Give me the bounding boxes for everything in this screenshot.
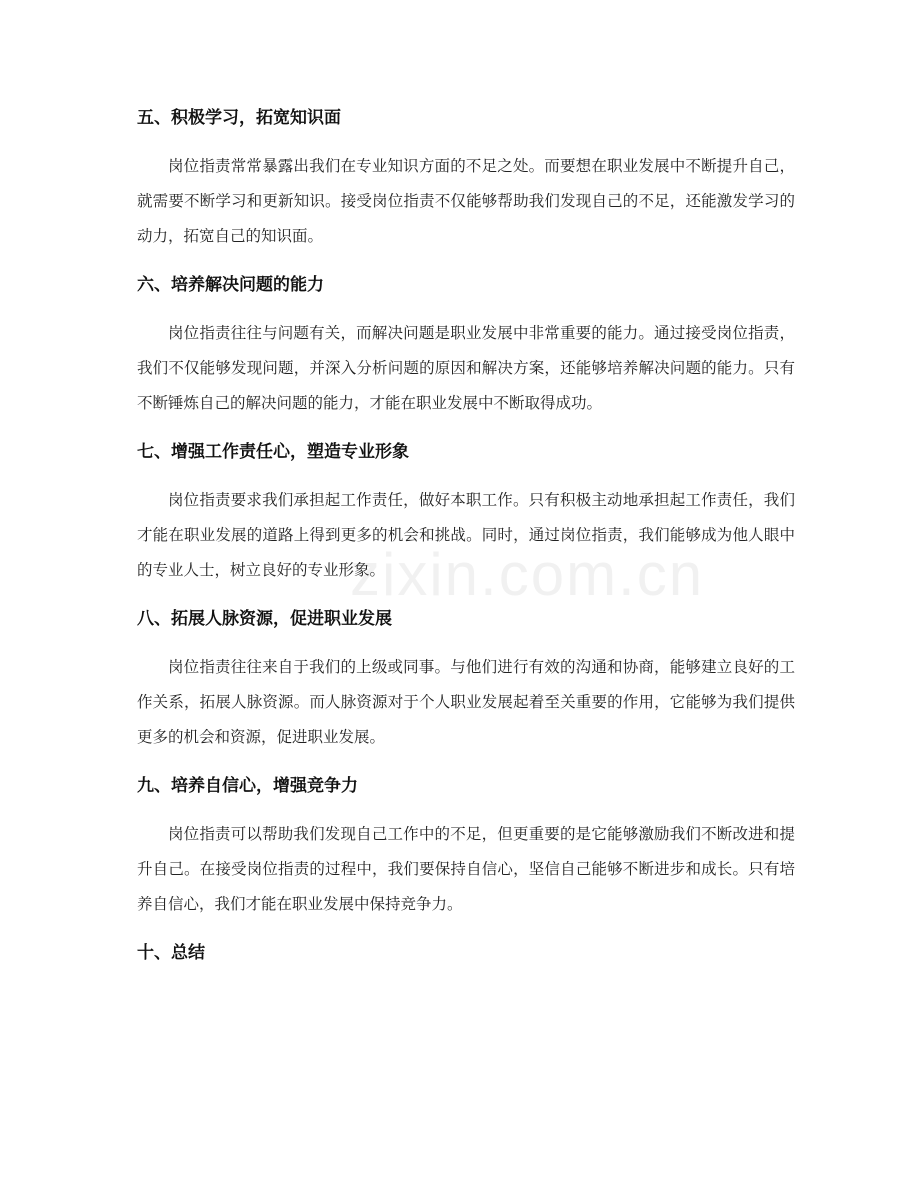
section-heading-9: 九、培养自信心，增强竞争力 bbox=[137, 776, 358, 796]
document-body bbox=[137, 104, 795, 967]
section-paragraph-7: 岗位指责要求我们承担起工作责任，做好本职工作。只有积极主动地承担起工作责任，我们才能在职业发展的道路上得到更多的机会和挑战。同时，通过岗位指责，我们能够成为他人眼中的专业人士，树立良好的专业形象。 bbox=[137, 491, 795, 579]
section-paragraph-5: 岗位指责常常暴露出我们在专业知识方面的不足之处。而要想在职业发展中不断提升自己，就需要不断学习和更新知识。接受岗位指责不仅能够帮助我们发现自己的不足，还能激发学习的动力，拓宽自己的知识面。 bbox=[137, 157, 795, 245]
watermark: zixin.com.cn bbox=[350, 541, 705, 608]
section-paragraph-9: 岗位指责可以帮助我们发现自己工作中的不足，但更重要的是它能够激励我们不断改进和提升自己。在接受岗位指责的过程中，我们要保持自信心，坚信自己能够不断进步和成长。只有培养自信心，我们才能在职业发展中保持竞争力。 bbox=[137, 825, 795, 913]
section-heading-5: 五、积极学习，拓宽知识面 bbox=[137, 108, 341, 128]
section-heading-10: 十、总结 bbox=[137, 943, 205, 963]
section-paragraph-6: 岗位指责往往与问题有关，而解决问题是职业发展中非常重要的能力。通过接受岗位指责，我们不仅能够发现问题，并深入分析问题的原因和解决方案，还能够培养解决问题的能力。只有不断锤炼自己的解决问题的能力，才能在职业发展中不断取得成功。 bbox=[137, 324, 795, 412]
section-paragraph-8: 岗位指责往往来自于我们的上级或同事。与他们进行有效的沟通和协商，能够建立良好的工作关系，拓展人脉资源。而人脉资源对于个人职业发展起着至关重要的作用，它能够为我们提供更多的机会和资源，促进职业发展。 bbox=[137, 658, 795, 746]
section-heading-6: 六、培养解决问题的能力 bbox=[137, 275, 324, 295]
section-heading-8: 八、拓展人脉资源，促进职业发展 bbox=[137, 609, 392, 629]
section-heading-7: 七、增强工作责任心，塑造专业形象 bbox=[137, 442, 409, 462]
